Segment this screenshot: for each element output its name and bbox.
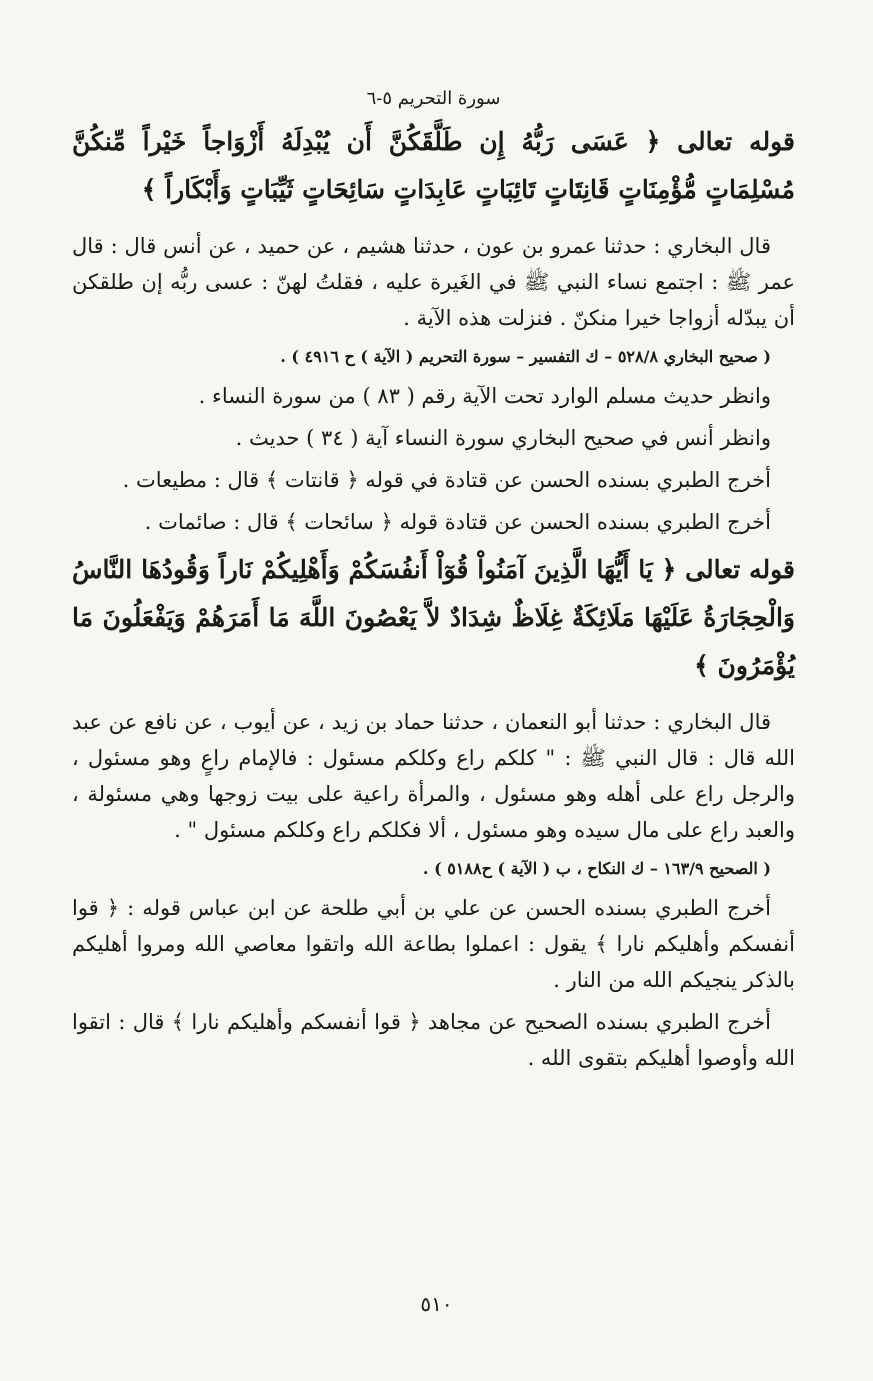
cross-reference: وانظر حديث مسلم الوارد تحت الآية رقم ( ٨٣ ) من سورة النساء . bbox=[198, 384, 771, 408]
cross-reference: وانظر أنس في صحيح البخاري سورة النساء آية ( ٣٤ ) حديث . bbox=[235, 426, 771, 450]
source-reference: ( الصحيح ١٦٣/٩ – ك النكاح ، ب ( الآية ) ح٥١٨٨ ) . bbox=[422, 859, 771, 878]
page-header: سورة التحريم ٥-٦ bbox=[366, 88, 501, 109]
ayah-lead: قوله تعالى bbox=[685, 555, 795, 584]
ayah-block bbox=[72, 118, 795, 214]
hadith-paragraph: قال البخاري : حدثنا أبو النعمان ، حدثنا حماد بن زيد ، عن أيوب ، عن نافع عن عبد الله قال : قال النبي ﷺ : " كلكم راع وكلكم مسئول : فالإمام راعٍ وهو مسئول ، والرجل راع على أهله وهو مسئول ، والمرأة راعية على بيت زوجها وهي مسئولة ، والعبد راع على مال سيده وهو مسئول ، ألا فكلكم راع وكلكم مسئول " . bbox=[72, 710, 795, 842]
source-reference: ( صحيح البخاري ٥٢٨/٨ – ك التفسير – سورة التحريم ( الآية ) ح ٤٩١٦ ) . bbox=[280, 347, 771, 366]
page-body bbox=[72, 88, 795, 1082]
page-number: ٥١٠ bbox=[420, 1292, 453, 1316]
tafsir-paragraph: أخرج الطبري بسنده الحسن عن علي بن أبي طلحة عن ابن عباس قوله : ﴿ قوا أنفسكم وأهليكم نارا ﴾ يقول : اعملوا بطاعة الله واتقوا معاصي الله ومروا أهليكم بالذكر ينجيكم الله من النار . bbox=[72, 896, 795, 992]
ayah-block bbox=[72, 546, 795, 690]
hadith-paragraph: قال البخاري : حدثنا عمرو بن عون ، حدثنا هشيم ، عن حميد ، عن أنس قال : قال عمر ﷺ : اجتمع نساء النبي ﷺ في الغَيرة عليه ، فقلتُ لهنّ : عسى ربُّه إن طلقكن أن يبدّله أزواجا خيرا منكنّ . فنزلت هذه الآية . bbox=[72, 234, 795, 330]
tafsir-paragraph: أخرج الطبري بسنده الحسن عن قتادة في قوله ﴿ قانتات ﴾ قال : مطيعات . bbox=[122, 468, 771, 492]
ayah-text: ﴿ عَسَى رَبُّهُ إِن طَلَّقَكُنَّ أَن يُبْدِلَهُ أَزْوَاجاً خَيْراً مِّنكُنَّ مُسْلِمَاتٍ مُّؤْمِنَاتٍ قَانِتَاتٍ تَائِبَاتٍ عَابِدَاتٍ سَائِحَاتٍ ثَيِّبَاتٍ وَأَبْكَاراً ﴾ bbox=[72, 127, 795, 204]
ayah-lead: قوله تعالى bbox=[677, 127, 795, 156]
ayah-text: ﴿ يَا أَيُّهَا الَّذِينَ آمَنُواْ قُوٓاْ أَنفُسَكُمْ وَأَهْلِيكُمْ نَاراً وَقُودُهَا النَّاسُ وَالْحِجَارَةُ عَلَيْهَا مَلَائِكَةٌ غِلَاظٌ شِدَادٌ لاَّ يَعْصُونَ اللَّهَ مَا أَمَرَهُمْ وَيَفْعَلُونَ مَا يُؤْمَرُونَ ﴾ bbox=[72, 555, 795, 680]
tafsir-paragraph: أخرج الطبري بسنده الصحيح عن مجاهد ﴿ قوا أنفسكم وأهليكم نارا ﴾ قال : اتقوا الله وأوصوا أهليكم بتقوى الله . bbox=[72, 1010, 795, 1070]
tafsir-paragraph: أخرج الطبري بسنده الحسن عن قتادة قوله ﴿ سائحات ﴾ قال : صائمات . bbox=[144, 510, 771, 534]
